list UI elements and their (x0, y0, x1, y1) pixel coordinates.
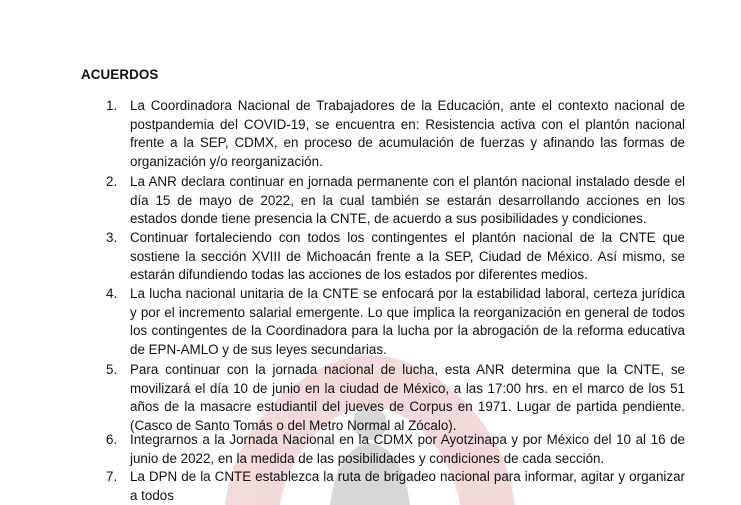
item-text: Integrarnos a la Jornada Nacional en la CDMX por Ayotzinapa y por México del 10 al 16 de junio de 2022, en la medida de las posibilidades y condiciones de cada sección. (130, 432, 685, 466)
item-number: 2. (106, 174, 118, 189)
item-number: 3. (106, 230, 118, 245)
item-number: 5. (106, 362, 118, 377)
item-number: 4. (106, 286, 118, 301)
item-text: La DPN de la CNTE establezca la ruta de brigadeo nacional para informar, agitar y organizar a todos (130, 469, 685, 503)
item-number: 1. (106, 98, 118, 113)
page-title: ACUERDOS (81, 67, 159, 82)
item-text: La Coordinadora Nacional de Trabajadores de la Educación, ante el contexto nacional de postpandemia del COVID-19, se encuentra en: Resistencia activa con el plantón nacional frente a la SEP, CDMX, en proceso de acumulación de fuerzas y afinando las formas de organización y/o reorganización. (130, 98, 685, 169)
item-text: La lucha nacional unitaria de la CNTE se enfocará por la estabilidad laboral, certeza jurídica y por el incremento salarial emergente. Lo que implica la reorganización en general de todos los contingentes de la Coordinadora para la lucha por la abrogación de la reforma educativa de EPN-AMLO y de sus leyes secundarias. (130, 286, 685, 357)
item-number: 6. (106, 432, 118, 447)
item-text: Continuar fortaleciendo con todos los contingentes el plantón nacional de la CNTE que sostiene la sección XVIII de Michoacán frente a la SEP, Ciudad de México. Así mismo, se estarán difundiendo todas las acciones de los estados por diferentes medios. (130, 230, 685, 282)
item-text: Para continuar con la jornada nacional de lucha, esta ANR determina que la CNTE, se movilizará el día 10 de junio en la ciudad de México, a las 17:00 hrs. en el marco de los 51 años de la masacre estudiantil del jueves de Corpus en 1971. Lugar de partida pendiente. (Casco de Santo Tomás o del Metro Normal al Zócalo). (130, 362, 685, 433)
item-text: La ANR declara continuar en jornada permanente con el plantón nacional instalado desde el día 15 de mayo de 2022, en la cual también se estarán desarrollando acciones en los estados donde tiene presencia la CNTE, de acuerdo a sus posibilidades y condiciones. (130, 174, 685, 226)
item-number: 7. (106, 469, 118, 484)
